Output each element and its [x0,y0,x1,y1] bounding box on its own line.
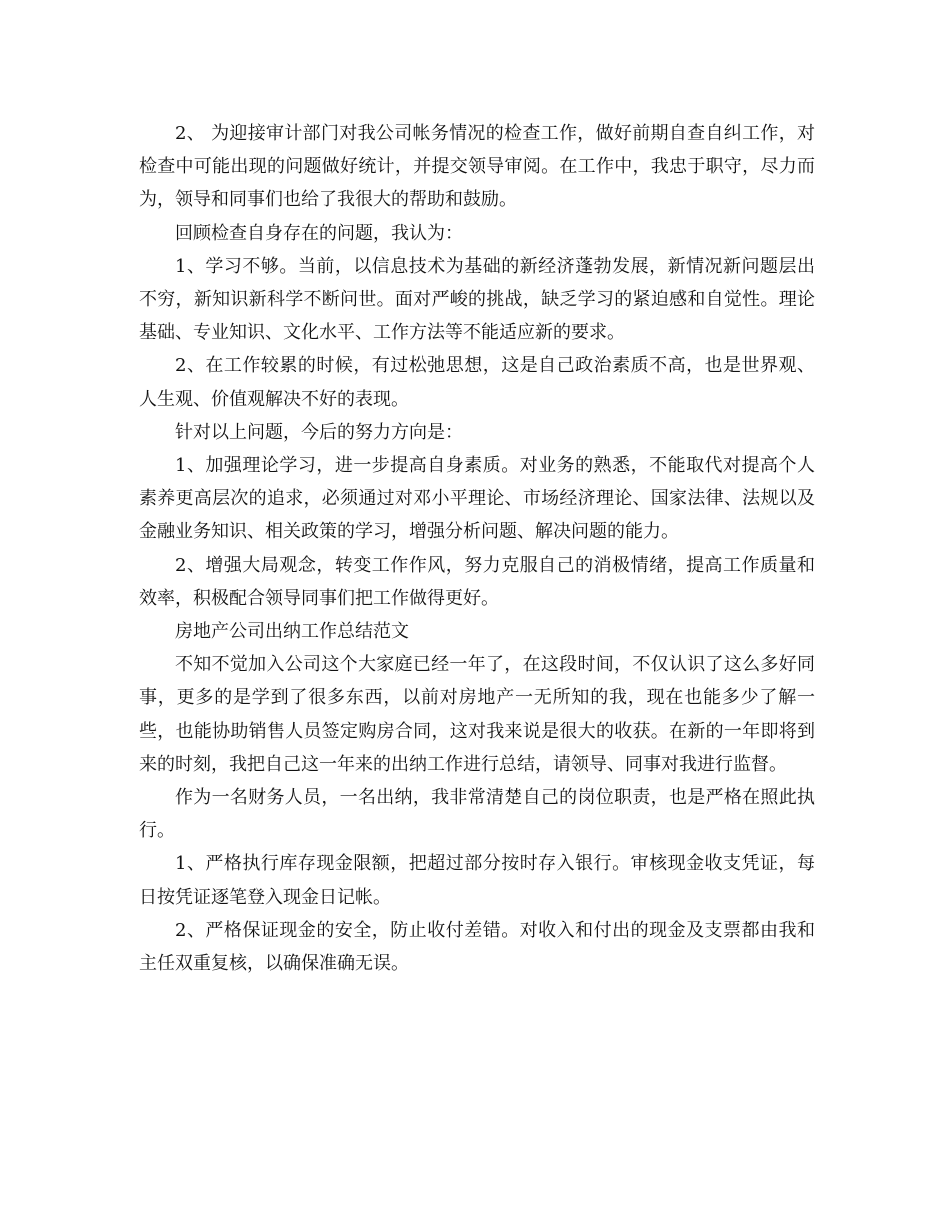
paragraph-review-intro: 回顾检查自身存在的问题，我认为： [175,222,463,244]
paragraph-direction-theory: 1、加强理论学习，进一步提高自身素质。对业务的熟悉，不能取代对提高个人素养更高层次的追求，必须通过对邓小平理论、市场经济理论、国家法律、法规以及金融业务知识、相关政策的学习，增强分析问题、解决问题的能力。 [139,455,815,543]
paragraph-cashier-intro: 不知不觉加入公司这个大家庭已经一年了，在这段时间，不仅认识了这么多好同事，更多的是学到了很多东西，以前对房地产一无所知的我，现在也能多少了解一些，也能协助销售人员签定购房合同，这对我来说是很大的收获。在新的一年即将到来的时刻，我把自己这一年来的出纳工作进行总结，请领导、同事对我进行监督。 [139,654,815,775]
paragraph-audit-preparation: 2、 为迎接审计部门对我公司帐务情况的检查工作，做好前期自查自纠工作，对检查中可能出现的问题做好统计，并提交领导审阅。在工作中，我忠于职守，尽力而为，领导和同事们也给了我很大的帮助和鼓励。 [139,123,815,211]
section-heading: 房地产公司出纳工作总结范文 [175,621,409,643]
paragraph-cashier-duty: 作为一名财务人员，一名出纳，我非常清楚自己的岗位职责，也是严格在照此执行。 [139,787,815,842]
paragraph-direction-overall: 2、增强大局观念，转变工作作风，努力克服自己的消极情绪，提高工作质量和效率，积极配合领导同事们把工作做得更好。 [139,554,815,609]
paragraph-issue-learning: 1、学习不够。当前，以信息技术为基础的新经济蓬勃发展，新情况新问题层出不穷，新知识新科学不断问世。面对严峻的挑战，缺乏学习的紧迫感和自觉性。理论基础、专业知识、文化水平、工作方法等不能适应新的要求。 [139,255,815,344]
paragraph-issue-attitude: 2、在工作较累的时候，有过松弛思想，这是自己政治素质不高，也是世界观、人生观、价值观解决不好的表现。 [139,355,815,410]
paragraph-cashier-safety: 2、严格保证现金的安全，防止收付差错。对收入和付出的现金及支票都由我和主任双重复核，以确保准确无误。 [139,919,815,975]
paragraph-direction-intro: 针对以上问题，今后的努力方向是： [175,421,463,443]
document-body [139,117,815,980]
paragraph-cashier-limit: 1、严格执行库存现金限额，把超过部分按时存入银行。审核现金收支凭证，每日按凭证逐笔登入现金日记帐。 [139,853,815,908]
